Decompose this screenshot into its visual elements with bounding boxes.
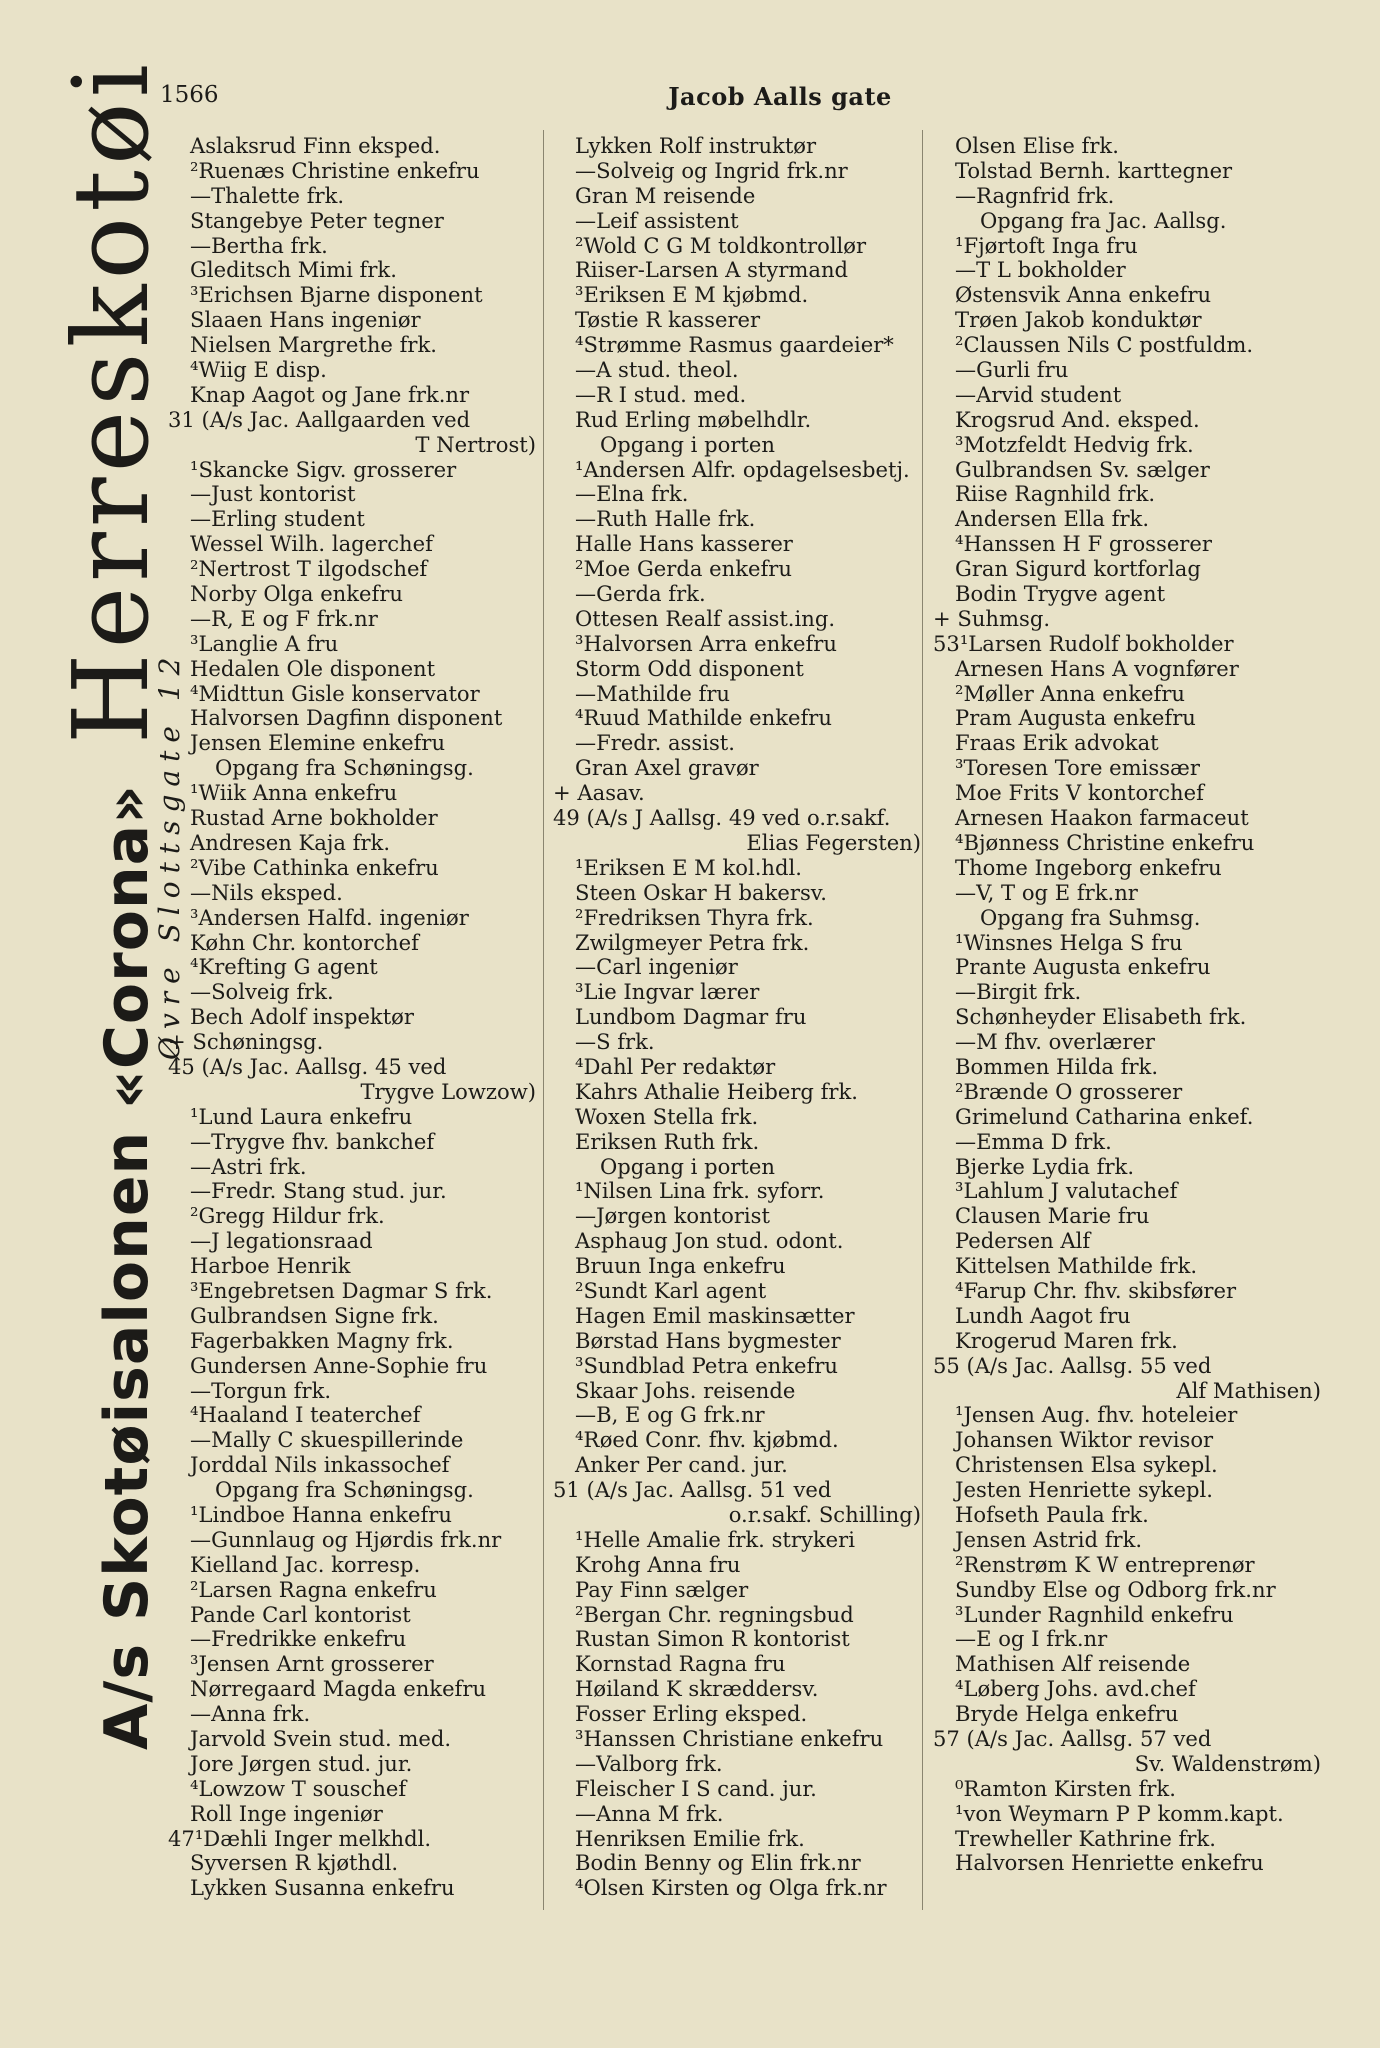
resident-entry: ³Eriksen E M kjøbmd. — [575, 282, 809, 308]
resident-entry: Harboe Henrik — [190, 1253, 351, 1279]
stair-heading: + Aasav. — [553, 780, 645, 806]
resident-entry: Mathisen Alf reisende — [955, 1651, 1191, 1677]
resident-entry: ²Bergan Chr. regningsbud — [575, 1601, 854, 1627]
advertisement-address: Øvre Slottsgate 12 — [153, 649, 186, 1060]
advertisement-product: Herreskotøi — [50, 59, 172, 745]
directory-column-2 — [545, 134, 925, 1901]
resident-entry: Rustad Arne bokholder — [190, 805, 438, 831]
resident-entry: ⁴Røed Conr. fhv. kjøbmd. — [575, 1427, 839, 1453]
resident-entry: Bodin Trygve agent — [955, 581, 1166, 607]
resident-entry: Moe Frits V kontorchef — [955, 780, 1204, 806]
resident-entry: Skaar Johs. reisende — [575, 1377, 796, 1403]
resident-entry: Bryde Helga enkefru — [955, 1701, 1179, 1727]
resident-entry: Gleditsch Mimi frk. — [190, 257, 397, 283]
resident-entry: ⁴Strømme Rasmus gaardeier* — [575, 332, 894, 358]
resident-entry: —Solveig frk. — [190, 979, 334, 1005]
resident-entry: Hagen Emil maskinsætter — [575, 1302, 855, 1328]
resident-entry: ³Sundblad Petra enkefru — [575, 1352, 838, 1378]
resident-entry: Nielsen Margrethe frk. — [190, 332, 437, 358]
stair-heading: Opgang i porten — [600, 1153, 775, 1179]
resident-entry: Grimelund Catharina enkef. — [955, 1103, 1254, 1129]
resident-entry: ³Toresen Tore emissær — [955, 755, 1200, 781]
resident-entry: Kahrs Athalie Heiberg frk. — [575, 1078, 858, 1104]
resident-entry: Arnesen Haakon farmaceut — [955, 805, 1249, 831]
resident-entry: Fagerbakken Magny frk. — [190, 1327, 454, 1353]
building-heading: 49 (A/s J Aallsg. 49 ved o.r.sakf. — [553, 805, 891, 831]
page-number: 1566 — [160, 82, 219, 108]
resident-entry: Krogsrud And. eksped. — [955, 406, 1200, 432]
stair-heading: Opgang i porten — [600, 431, 775, 457]
building-heading: 51 (A/s Jac. Aallsg. 51 ved — [553, 1477, 832, 1503]
resident-entry: Pram Augusta enkefru — [955, 705, 1196, 731]
resident-entry: Sundby Else og Odborg frk.nr — [955, 1576, 1276, 1602]
resident-entry: ³Halvorsen Arra enkefru — [575, 630, 837, 656]
resident-entry: Jensen Astrid frk. — [955, 1526, 1143, 1552]
resident-entry: Krogerud Maren frk. — [955, 1327, 1178, 1353]
resident-entry: Lykken Rolf instruktør — [575, 133, 817, 158]
resident-entry: —Gunnlaug og Hjørdis frk.nr — [190, 1526, 502, 1552]
resident-entry: —T L bokholder — [955, 257, 1126, 283]
resident-entry: Jorddal Nils inkassochef — [190, 1452, 450, 1478]
resident-entry: Gulbrandsen Sv. sælger — [955, 456, 1210, 482]
resident-entry: Gran M reisende — [575, 182, 756, 208]
resident-entry: Østensvik Anna enkefru — [955, 282, 1212, 308]
resident-entry: Gulbrandsen Signe frk. — [190, 1302, 439, 1328]
resident-entry: —Leif assistent — [575, 207, 739, 233]
resident-entry: ⁴Dahl Per redaktør — [575, 1053, 776, 1079]
resident-entry: —Fredr. assist. — [575, 730, 735, 756]
resident-entry: Bommen Hilda frk. — [955, 1053, 1159, 1079]
directory-column-1 — [160, 134, 540, 1901]
resident-entry: —Emma D frk. — [955, 1128, 1112, 1154]
resident-entry: Arnesen Hans A vognfører — [955, 655, 1239, 681]
resident-entry: Kittelsen Mathilde frk. — [955, 1253, 1198, 1279]
resident-entry: Nørregaard Magda enkefru — [190, 1676, 487, 1702]
resident-entry: Zwilgmeyer Petra frk. — [575, 929, 810, 955]
resident-entry: —Fredr. Stang stud. jur. — [190, 1178, 447, 1204]
resident-entry: ¹Winsnes Helga S fru — [955, 929, 1183, 955]
resident-entry: Woxen Stella frk. — [575, 1103, 759, 1129]
resident-entry: Wessel Wilh. lagerchef — [190, 531, 433, 557]
resident-entry: Asphaug Jon stud. odont. — [575, 1228, 844, 1254]
building-heading: o.r.sakf. Schilling) — [728, 1501, 921, 1527]
building-heading: 55 (A/s Jac. Aallsg. 55 ved — [933, 1352, 1212, 1378]
resident-entry: ²Gregg Hildur frk. — [190, 1203, 385, 1229]
resident-entry: Johansen Wiktor revisor — [955, 1427, 1214, 1453]
resident-entry: ⁴Bjønness Christine enkefru — [955, 829, 1255, 855]
resident-entry: —Bertha frk. — [190, 232, 328, 258]
resident-entry: Storm Odd disponent — [575, 655, 804, 681]
resident-entry: Clausen Marie fru — [955, 1203, 1150, 1229]
resident-entry: Bech Adolf inspektør — [190, 1004, 414, 1030]
resident-entry: Fosser Erling eksped. — [575, 1701, 808, 1727]
resident-entry: Norby Olga enkefru — [190, 581, 403, 607]
resident-entry: Pedersen Alf — [955, 1228, 1091, 1254]
resident-entry: Høiland K skræddersv. — [575, 1676, 819, 1702]
resident-entry: ¹Lindboe Hanna enkefru — [190, 1501, 452, 1527]
resident-entry: Kielland Jac. korresp. — [190, 1551, 421, 1577]
resident-entry: Køhn Chr. kontorchef — [190, 929, 419, 955]
resident-entry: Krohg Anna fru — [575, 1551, 741, 1577]
resident-entry: ²Nertrost T ilgodschef — [190, 556, 428, 582]
resident-entry: Aslaksrud Finn eksped. — [190, 133, 441, 158]
resident-entry: Thome Ingeborg enkefru — [955, 854, 1222, 880]
resident-entry: —Thalette frk. — [190, 182, 345, 208]
resident-entry: Hedalen Ole disponent — [190, 655, 436, 681]
resident-entry: Kornstad Ragna fru — [575, 1651, 786, 1677]
resident-entry: —Anna frk. — [190, 1701, 311, 1727]
page-header — [160, 82, 1330, 118]
resident-entry: ⁰Ramton Kirsten frk. — [955, 1775, 1176, 1801]
stair-heading: Opgang fra Schøningsg. — [215, 1477, 474, 1503]
resident-entry: Riiser-Larsen A styrmand — [575, 257, 849, 283]
stair-heading: + Suhmsg. — [933, 605, 1051, 631]
building-heading: T Nertrost) — [415, 431, 536, 457]
resident-entry: Jensen Elemine enkefru — [190, 730, 446, 756]
stair-heading: Opgang fra Jac. Aallsg. — [980, 207, 1227, 233]
resident-entry: ²Møller Anna enkefru — [955, 680, 1186, 706]
resident-entry: ¹Helle Amalie frk. strykeri — [575, 1526, 855, 1552]
resident-entry: ²Brænde O grosserer — [955, 1078, 1183, 1104]
resident-entry: Tøstie R kasserer — [575, 307, 761, 333]
resident-entry: —R I stud. med. — [575, 381, 747, 407]
resident-entry: ¹Eriksen E M kol.hdl. — [575, 854, 802, 880]
resident-entry: Halle Hans kasserer — [575, 531, 793, 557]
resident-entry: —Nils eksped. — [190, 879, 343, 905]
resident-entry: —V, T og E frk.nr — [955, 879, 1138, 905]
directory-column-3 — [925, 134, 1325, 1876]
resident-entry: —Gurli fru — [955, 357, 1069, 383]
resident-entry: ²Wold C G M toldkontrollør — [575, 232, 867, 258]
resident-entry: —Ragnfrid frk. — [955, 182, 1115, 208]
resident-entry: —Solveig og Ingrid frk.nr — [575, 157, 848, 183]
resident-entry: —Elna frk. — [575, 481, 689, 507]
resident-entry: Lundbom Dagmar fru — [575, 1004, 807, 1030]
resident-entry: —Mathilde fru — [575, 680, 730, 706]
resident-entry: —Jørgen kontorist — [575, 1203, 770, 1229]
resident-entry: ¹Jensen Aug. fhv. hoteleier — [955, 1402, 1238, 1428]
resident-entry: ⁴Haaland I teaterchef — [190, 1402, 421, 1428]
resident-entry: Bodin Benny og Elin frk.nr — [575, 1850, 861, 1876]
advertisement-company: A/s Skotøisalonen «Corona» — [92, 784, 162, 1750]
resident-entry: Schønheyder Elisabeth frk. — [955, 1004, 1247, 1030]
resident-entry: ¹Nilsen Lina frk. syforr. — [575, 1178, 825, 1204]
resident-entry: ⁴Lowzow T souschef — [190, 1775, 407, 1801]
resident-entry: ³Andersen Halfd. ingeniør — [190, 904, 469, 930]
resident-entry: ⁴Løberg Johs. avd.chef — [955, 1676, 1196, 1702]
resident-entry: ³Lie Ingvar lærer — [575, 979, 760, 1005]
resident-entry: Fleischer I S cand. jur. — [575, 1775, 817, 1801]
resident-entry: Prante Augusta enkefru — [955, 954, 1211, 980]
resident-entry: Halvorsen Dagfinn disponent — [190, 705, 503, 731]
resident-entry: ²Claussen Nils C postfuldm. — [955, 332, 1254, 358]
resident-entry: —Anna M frk. — [575, 1800, 724, 1826]
resident-entry: ²Renstrøm K W entreprenør — [955, 1551, 1255, 1577]
resident-entry: Fraas Erik advokat — [955, 730, 1159, 756]
resident-entry: Stangebye Peter tegner — [190, 207, 444, 233]
resident-entry: —R, E og F frk.nr — [190, 605, 378, 631]
resident-entry: —Astri frk. — [190, 1153, 307, 1179]
resident-entry: —Mally C skuespillerinde — [190, 1427, 464, 1453]
resident-entry: —Erling student — [190, 506, 365, 532]
resident-entry: Gran Sigurd kortforlag — [955, 556, 1201, 582]
resident-entry: ³Motzfeldt Hedvig frk. — [955, 431, 1194, 457]
resident-entry: Jarvold Svein stud. med. — [190, 1726, 452, 1751]
building-heading: 53¹Larsen Rudolf bokholder — [933, 630, 1234, 656]
resident-entry: —Gerda frk. — [575, 581, 706, 607]
resident-entry: Olsen Elise frk. — [955, 133, 1119, 158]
resident-entry: Lundh Aagot fru — [955, 1302, 1131, 1328]
resident-entry: ¹Fjørtoft Inga fru — [955, 232, 1138, 258]
resident-entry: Knap Aagot og Jane frk.nr — [190, 381, 470, 407]
resident-entry: Ottesen Realf assist.ing. — [575, 605, 836, 631]
resident-entry: ³Engebretsen Dagmar S frk. — [190, 1277, 493, 1303]
resident-entry: —J legationsraad — [190, 1228, 373, 1254]
column-divider — [543, 130, 544, 1910]
resident-entry: ²Larsen Ragna enkefru — [190, 1576, 437, 1602]
resident-entry: Rud Erling møbelhdlr. — [575, 406, 812, 432]
stair-heading: Opgang fra Schøningsg. — [215, 755, 474, 781]
resident-entry: Eriksen Ruth frk. — [575, 1128, 760, 1154]
building-heading: Sv. Waldenstrøm) — [1134, 1750, 1321, 1776]
resident-entry: ³Lunder Ragnhild enkefru — [955, 1601, 1234, 1627]
resident-entry: Jesten Henriette sykepl. — [955, 1477, 1213, 1503]
building-heading: Trygve Lowzow) — [360, 1078, 536, 1104]
resident-entry: Andersen Ella frk. — [955, 506, 1150, 532]
resident-entry: Børstad Hans bygmester — [575, 1327, 841, 1353]
resident-entry: ²Sundt Karl agent — [575, 1277, 767, 1303]
resident-entry: Gran Axel gravør — [575, 755, 759, 781]
resident-entry: Slaaen Hans ingeniør — [190, 307, 421, 333]
resident-entry: ¹von Weymarn P P komm.kapt. — [955, 1800, 1284, 1826]
building-heading: 45 (A/s Jac. Aallsg. 45 ved — [168, 1053, 447, 1079]
resident-entry: Gundersen Anne-Sophie fru — [190, 1352, 488, 1378]
resident-entry: ¹Skancke Sigv. grosserer — [190, 456, 457, 482]
resident-entry: Rustan Simon R kontorist — [575, 1626, 850, 1652]
resident-entry: Bruun Inga enkefru — [575, 1253, 786, 1279]
resident-entry: —M fhv. overlærer — [955, 1029, 1156, 1055]
building-heading: 47¹Dæhli Inger melkhdl. — [168, 1825, 432, 1851]
resident-entry: Halvorsen Henriette enkefru — [955, 1850, 1264, 1876]
resident-entry: ³Hanssen Christiane enkefru — [575, 1726, 884, 1751]
resident-entry: ⁴Farup Chr. fhv. skibsfører — [955, 1277, 1237, 1303]
resident-entry: —Birgit frk. — [955, 979, 1082, 1005]
resident-entry: ⁴Krefting G agent — [190, 954, 378, 980]
resident-entry: ³Lahlum J valutachef — [955, 1178, 1178, 1204]
resident-entry: —Fredrikke enkefru — [190, 1626, 407, 1652]
resident-entry: ⁴Hanssen H F grosserer — [955, 531, 1212, 557]
resident-entry: —B, E og G frk.nr — [575, 1402, 765, 1428]
sidebar-advertisement — [25, 59, 186, 1750]
stair-heading: + Schøningsg. — [168, 1029, 324, 1055]
resident-entry: —E og I frk.nr — [955, 1626, 1108, 1652]
resident-entry: —Ruth Halle frk. — [575, 506, 756, 532]
resident-entry: ⁴Wiig E disp. — [190, 357, 327, 383]
resident-entry: Trøen Jakob konduktør — [955, 307, 1202, 333]
resident-entry: Pay Finn sælger — [575, 1576, 749, 1602]
resident-entry: ⁴Ruud Mathilde enkefru — [575, 705, 832, 731]
page-title: Jacob Aalls gate — [668, 82, 892, 111]
building-heading: Alf Mathisen) — [1176, 1377, 1321, 1403]
resident-entry: Pande Carl kontorist — [190, 1601, 411, 1627]
resident-entry: ⁴Olsen Kirsten og Olga frk.nr — [575, 1875, 887, 1901]
resident-entry: Jore Jørgen stud. jur. — [190, 1750, 413, 1776]
resident-entry: ¹Lund Laura enkefru — [190, 1103, 413, 1129]
resident-entry: ³Jensen Arnt grosserer — [190, 1651, 434, 1677]
resident-entry: Steen Oskar H bakersv. — [575, 879, 827, 905]
resident-entry: ³Langlie A fru — [190, 630, 339, 656]
stair-heading: Opgang fra Suhmsg. — [980, 904, 1201, 930]
resident-entry: —Just kontorist — [190, 481, 356, 507]
resident-entry: —A stud. theol. — [575, 357, 739, 383]
resident-entry: ²Ruenæs Christine enkefru — [190, 157, 480, 183]
resident-entry: ³Erichsen Bjarne disponent — [190, 282, 483, 308]
resident-entry: Lykken Susanna enkefru — [190, 1875, 455, 1901]
resident-entry: ¹Andersen Alfr. opdagelsesbetj. — [575, 456, 910, 482]
resident-entry: Roll Inge ingeniør — [190, 1800, 383, 1826]
resident-entry: Christensen Elsa sykepl. — [955, 1452, 1218, 1478]
building-heading: 31 (A/s Jac. Aallgaarden ved — [168, 406, 471, 432]
resident-entry: Riise Ragnhild frk. — [955, 481, 1156, 507]
resident-entry: Tolstad Bernh. karttegner — [955, 157, 1233, 183]
resident-entry: —Trygve fhv. bankchef — [190, 1128, 435, 1154]
resident-entry: Hofseth Paula frk. — [955, 1501, 1149, 1527]
resident-entry: ²Moe Gerda enkefru — [575, 556, 792, 582]
resident-entry: —Valborg frk. — [575, 1750, 723, 1776]
resident-entry: Andresen Kaja frk. — [190, 829, 391, 855]
resident-entry: —S frk. — [575, 1029, 655, 1055]
building-heading: 57 (A/s Jac. Aallsg. 57 ved — [933, 1726, 1212, 1751]
resident-entry: ¹Wiik Anna enkefru — [190, 780, 398, 806]
resident-entry: Henriksen Emilie frk. — [575, 1825, 805, 1851]
resident-entry: Bjerke Lydia frk. — [955, 1153, 1135, 1179]
resident-entry: —Arvid student — [955, 381, 1122, 407]
resident-entry: —Carl ingeniør — [575, 954, 738, 980]
resident-entry: ⁴Midttun Gisle konservator — [190, 680, 480, 706]
resident-entry: Syversen R kjøthdl. — [190, 1850, 399, 1876]
resident-entry: ²Vibe Cathinka enkefru — [190, 854, 439, 880]
resident-entry: —Torgun frk. — [190, 1377, 332, 1403]
resident-entry: Anker Per cand. jur. — [575, 1452, 788, 1478]
building-heading: Elias Fegersten) — [746, 829, 921, 855]
resident-entry: ²Fredriksen Thyra frk. — [575, 904, 814, 930]
resident-entry: Trewheller Kathrine frk. — [955, 1825, 1216, 1851]
